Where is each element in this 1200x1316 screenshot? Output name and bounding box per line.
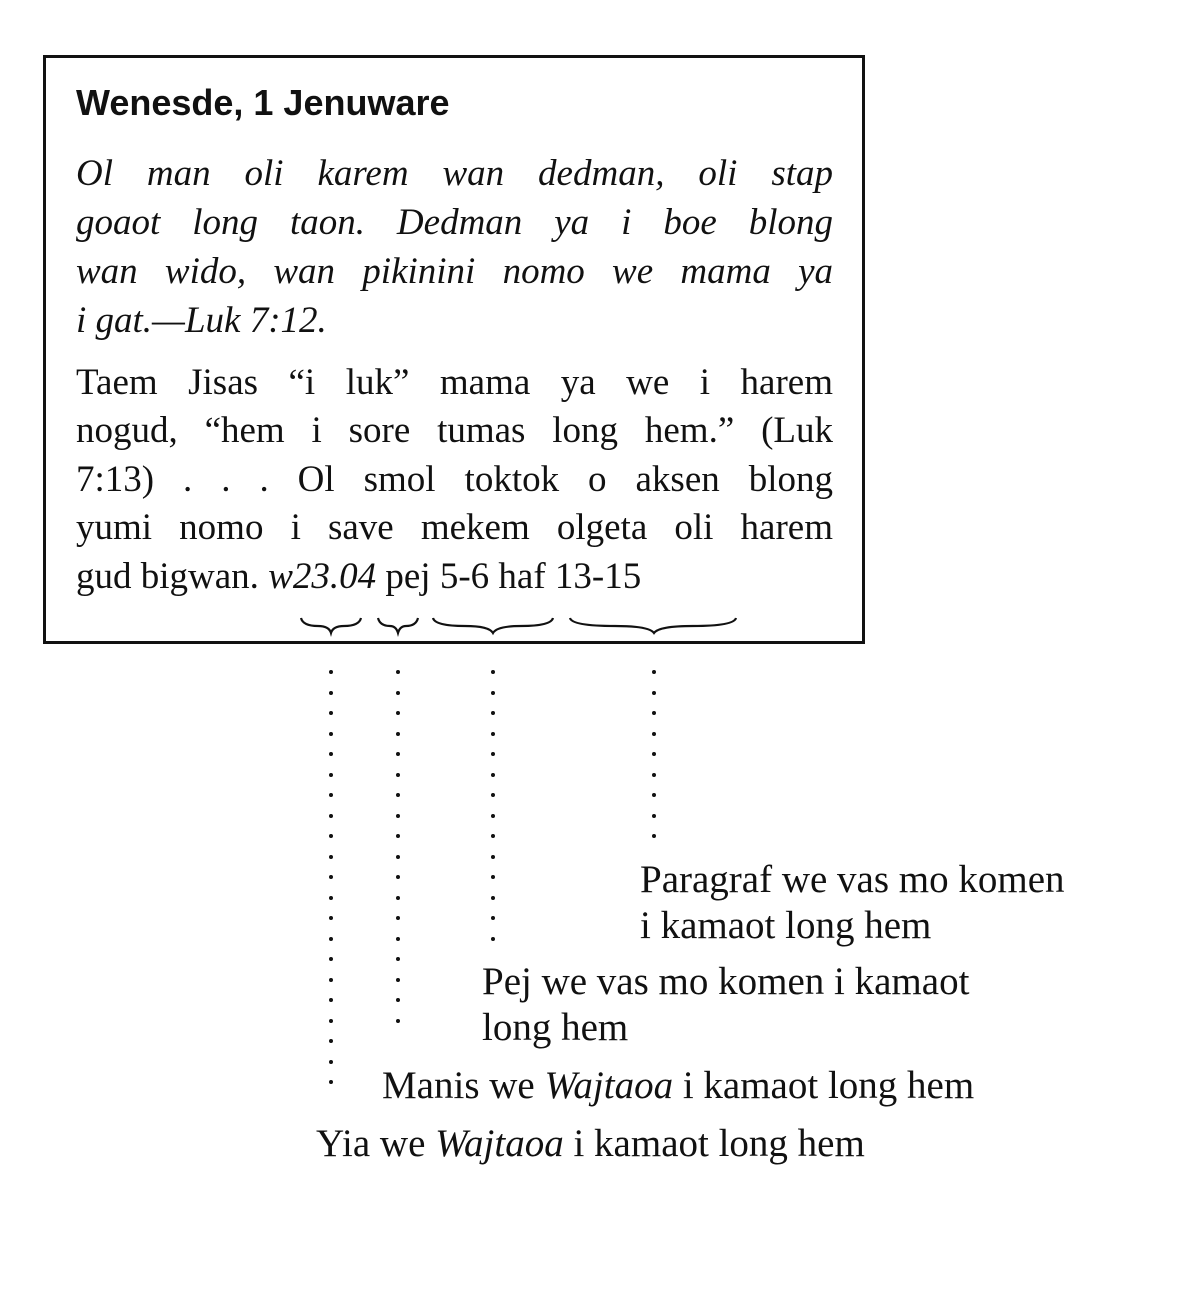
leader-dot-year — [329, 1080, 333, 1084]
leader-dot-issue — [396, 711, 400, 715]
leader-dot-paragraph — [652, 711, 656, 715]
leader-dot-year — [329, 752, 333, 756]
leader-dot-year — [329, 834, 333, 838]
leader-dot-page — [491, 773, 495, 777]
leader-dot-issue — [396, 896, 400, 900]
leader-dot-year — [329, 896, 333, 900]
leader-dot-paragraph — [652, 691, 656, 695]
leader-dot-issue — [396, 875, 400, 879]
leader-dot-page — [491, 711, 495, 715]
label-italic: Wajtaoa — [435, 1122, 564, 1165]
leader-dot-issue — [396, 814, 400, 818]
year-label — [316, 1121, 865, 1167]
label-line: Paragraf we vas mo komen — [640, 858, 1065, 901]
leader-dot-paragraph — [652, 732, 656, 736]
leader-dot-paragraph — [652, 834, 656, 838]
brace-page — [433, 618, 553, 633]
leader-dot-year — [329, 814, 333, 818]
body-line: nogud, “hem i sore tumas long hem.” (Luk — [76, 410, 833, 451]
leader-dot-issue — [396, 752, 400, 756]
scripture-line: Ol man oli karem wan dedman, oli stap — [76, 153, 833, 194]
leader-dot-issue — [396, 773, 400, 777]
brace-year — [301, 618, 361, 633]
leader-dot-year — [329, 998, 333, 1002]
scripture-line: goaot long taon. Dedman ya i boe blong — [76, 202, 833, 243]
leader-dot-year — [329, 691, 333, 695]
paragraph-label — [640, 857, 1065, 949]
leader-dot-year — [329, 978, 333, 982]
leader-dot-paragraph — [652, 670, 656, 674]
label-line: long hem — [482, 1006, 629, 1049]
leader-dot-page — [491, 691, 495, 695]
leader-dot-paragraph — [652, 793, 656, 797]
leader-dot-page — [491, 834, 495, 838]
leader-dot-year — [329, 916, 333, 920]
leader-dot-page — [491, 670, 495, 674]
leader-dot-issue — [396, 691, 400, 695]
leader-dot-issue — [396, 732, 400, 736]
leader-dot-issue — [396, 978, 400, 982]
ref-year: w23 — [268, 556, 330, 597]
ref-page: pej 5-6 — [385, 556, 490, 597]
leader-dot-page — [491, 752, 495, 756]
leader-dot-page — [491, 814, 495, 818]
leader-dot-issue — [396, 937, 400, 941]
leader-dot-paragraph — [652, 773, 656, 777]
leader-dot-year — [329, 1039, 333, 1043]
leader-dot-page — [491, 732, 495, 736]
leader-dot-issue — [396, 793, 400, 797]
leader-dot-issue — [396, 834, 400, 838]
leader-dot-issue — [396, 916, 400, 920]
leader-dot-page — [491, 916, 495, 920]
leader-dot-year — [329, 1019, 333, 1023]
label-line: Pej we vas mo komen i kamaot — [482, 960, 970, 1003]
label-text: i kamaot long hem — [673, 1064, 975, 1107]
leader-dot-year — [329, 670, 333, 674]
leader-dot-year — [329, 855, 333, 859]
leader-dot-year — [329, 875, 333, 879]
leader-dot-issue — [396, 670, 400, 674]
leader-dot-year — [329, 732, 333, 736]
leader-dot-year — [329, 711, 333, 715]
leader-dot-issue — [396, 855, 400, 859]
leader-dot-page — [491, 793, 495, 797]
leader-dot-page — [491, 937, 495, 941]
label-text: Yia we — [316, 1122, 436, 1165]
label-text: i kamaot long hem — [563, 1122, 865, 1165]
leader-dot-year — [329, 773, 333, 777]
leader-dot-year — [329, 1060, 333, 1064]
body-text: gud bigwan. — [76, 556, 259, 597]
leader-dot-paragraph — [652, 752, 656, 756]
leader-dot-paragraph — [652, 814, 656, 818]
body-line: Taem Jisas “i luk” mama ya we i harem — [76, 362, 833, 403]
brace-paragraph — [570, 618, 736, 633]
ref-dot: . — [329, 556, 340, 597]
ref-issue: 04 — [339, 556, 377, 597]
leader-dot-issue — [396, 957, 400, 961]
date-heading: Wenesde, 1 Jenuware — [76, 82, 450, 123]
leader-dot-page — [491, 875, 495, 879]
ref-paragraph: haf 13-15 — [498, 556, 642, 597]
label-italic: Wajtaoa — [544, 1064, 674, 1107]
leader-dot-page — [491, 896, 495, 900]
leader-dot-year — [329, 793, 333, 797]
brace-issue — [378, 618, 418, 633]
label-line: i kamaot long hem — [640, 904, 932, 947]
page-label — [482, 959, 969, 1051]
body-line: 7:13) . . . Ol smol toktok o aksen blong — [76, 459, 833, 500]
month-label — [382, 1063, 974, 1109]
body-line: yumi nomo i save mekem olgeta oli harem — [76, 507, 833, 548]
leader-dot-issue — [396, 998, 400, 1002]
leader-dot-year — [329, 957, 333, 961]
leader-dot-issue — [396, 1019, 400, 1023]
label-text: Manis we — [382, 1064, 545, 1107]
leader-dot-page — [491, 855, 495, 859]
scripture-line: wan wido, wan pikinini nomo we mama ya — [76, 251, 833, 292]
scripture-line: i gat.—Luk 7:12. — [76, 300, 327, 341]
leader-dot-year — [329, 937, 333, 941]
